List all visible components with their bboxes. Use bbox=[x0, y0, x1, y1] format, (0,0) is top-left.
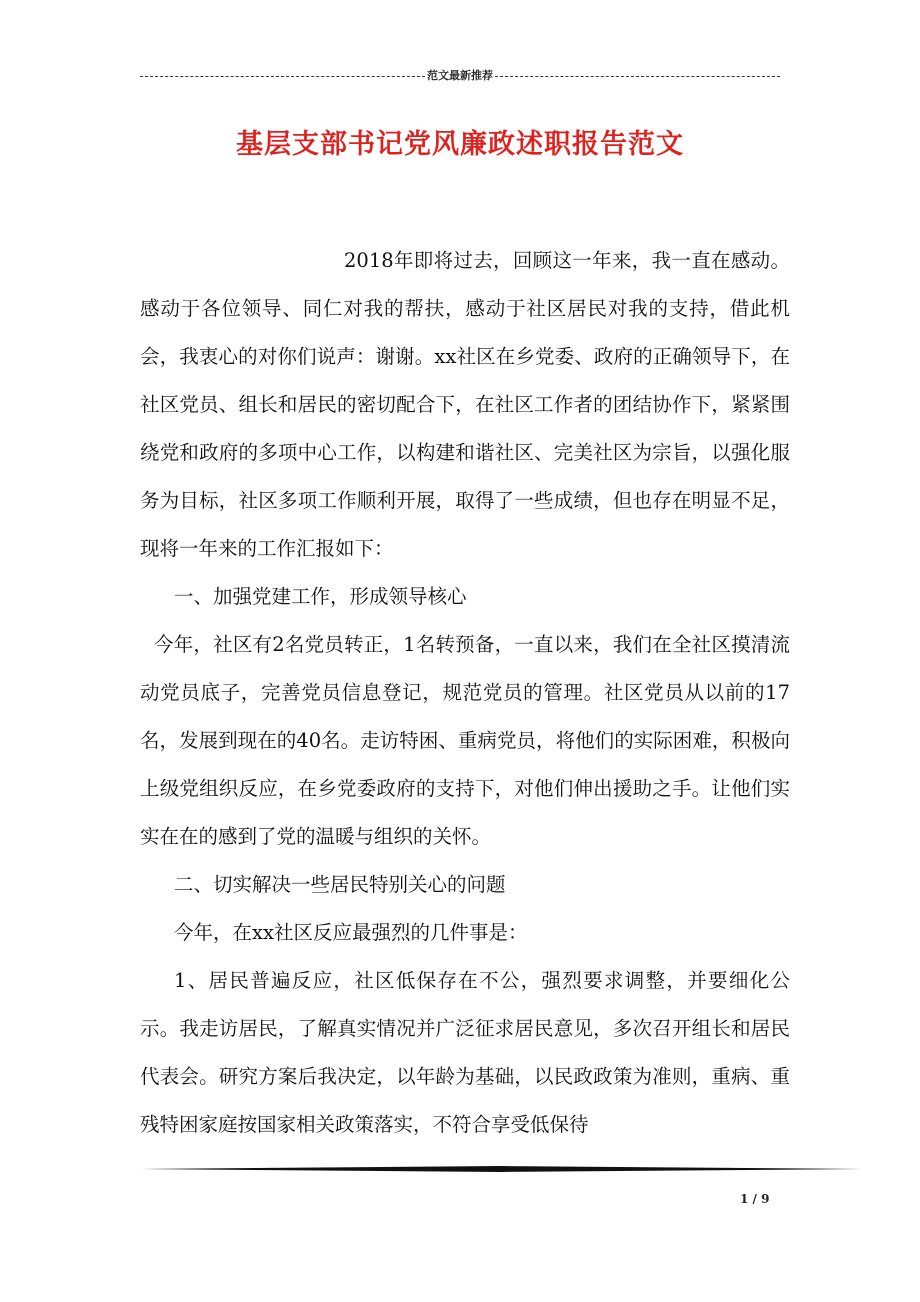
header-label: 范文最新推荐 bbox=[427, 69, 493, 82]
paragraph-issue-1: 1、居民普遍反应，社区低保存在不公，强烈要求调整，并要细化公示。我走访居民，了解真实情况并广泛征求居民意见，多次召开组长和居民代表会。研究方案后我决定，以年龄为基础，以民政政策为准则，重病、重残特困家庭按国家相关政策落实，不符合享受低保待 bbox=[140, 969, 790, 1136]
page-header bbox=[140, 68, 780, 84]
section-heading-2: 二、切实解决一些居民特别关心的问题 bbox=[174, 873, 506, 896]
header-dash-left bbox=[140, 76, 425, 77]
footer-rule bbox=[140, 1166, 863, 1172]
section-heading-1: 一、加强党建工作，形成领导核心 bbox=[174, 585, 467, 608]
header-dash-right bbox=[495, 76, 780, 77]
document-body bbox=[140, 237, 790, 1149]
paragraph-intro: 2018年即将过去，回顾这一年来，我一直在感动。感动于各位领导、同仁对我的帮扶，感动于社区居民对我的支持，借此机会，我衷心的对你们说声：谢谢。xx社区在乡党委、政府的正确领导下，在社区党员、组长和居民的密切配合下，在社区工作者的团结协作下，紧紧围绕党和政府的多项中心工作，以构建和谐社区、完美社区为宗旨，以强化服务为目标，社区多项工作顺利开展，取得了一些成绩，但也存在明显不足，现将一年来的工作汇报如下： bbox=[140, 249, 790, 560]
paragraph-party-building: 今年，社区有2名党员转正，1名转预备，一直以来，我们在全社区摸清流动党员底子，完善党员信息登记，规范党员的管理。社区党员从以前的17名，发展到现在的40名。走访特困、重病党员，将他们的实际困难，积极向上级党组织反应，在乡党委政府的支持下，对他们伸出援助之手。让他们实实在在的感到了党的温暖与组织的关怀。 bbox=[140, 633, 790, 848]
paragraph-issues-intro: 今年，在xx社区反应最强烈的几件事是： bbox=[174, 921, 528, 944]
page-number: 1 / 9 bbox=[740, 1192, 770, 1206]
document-title: 基层支部书记党风廉政述职报告范文 bbox=[236, 129, 684, 160]
